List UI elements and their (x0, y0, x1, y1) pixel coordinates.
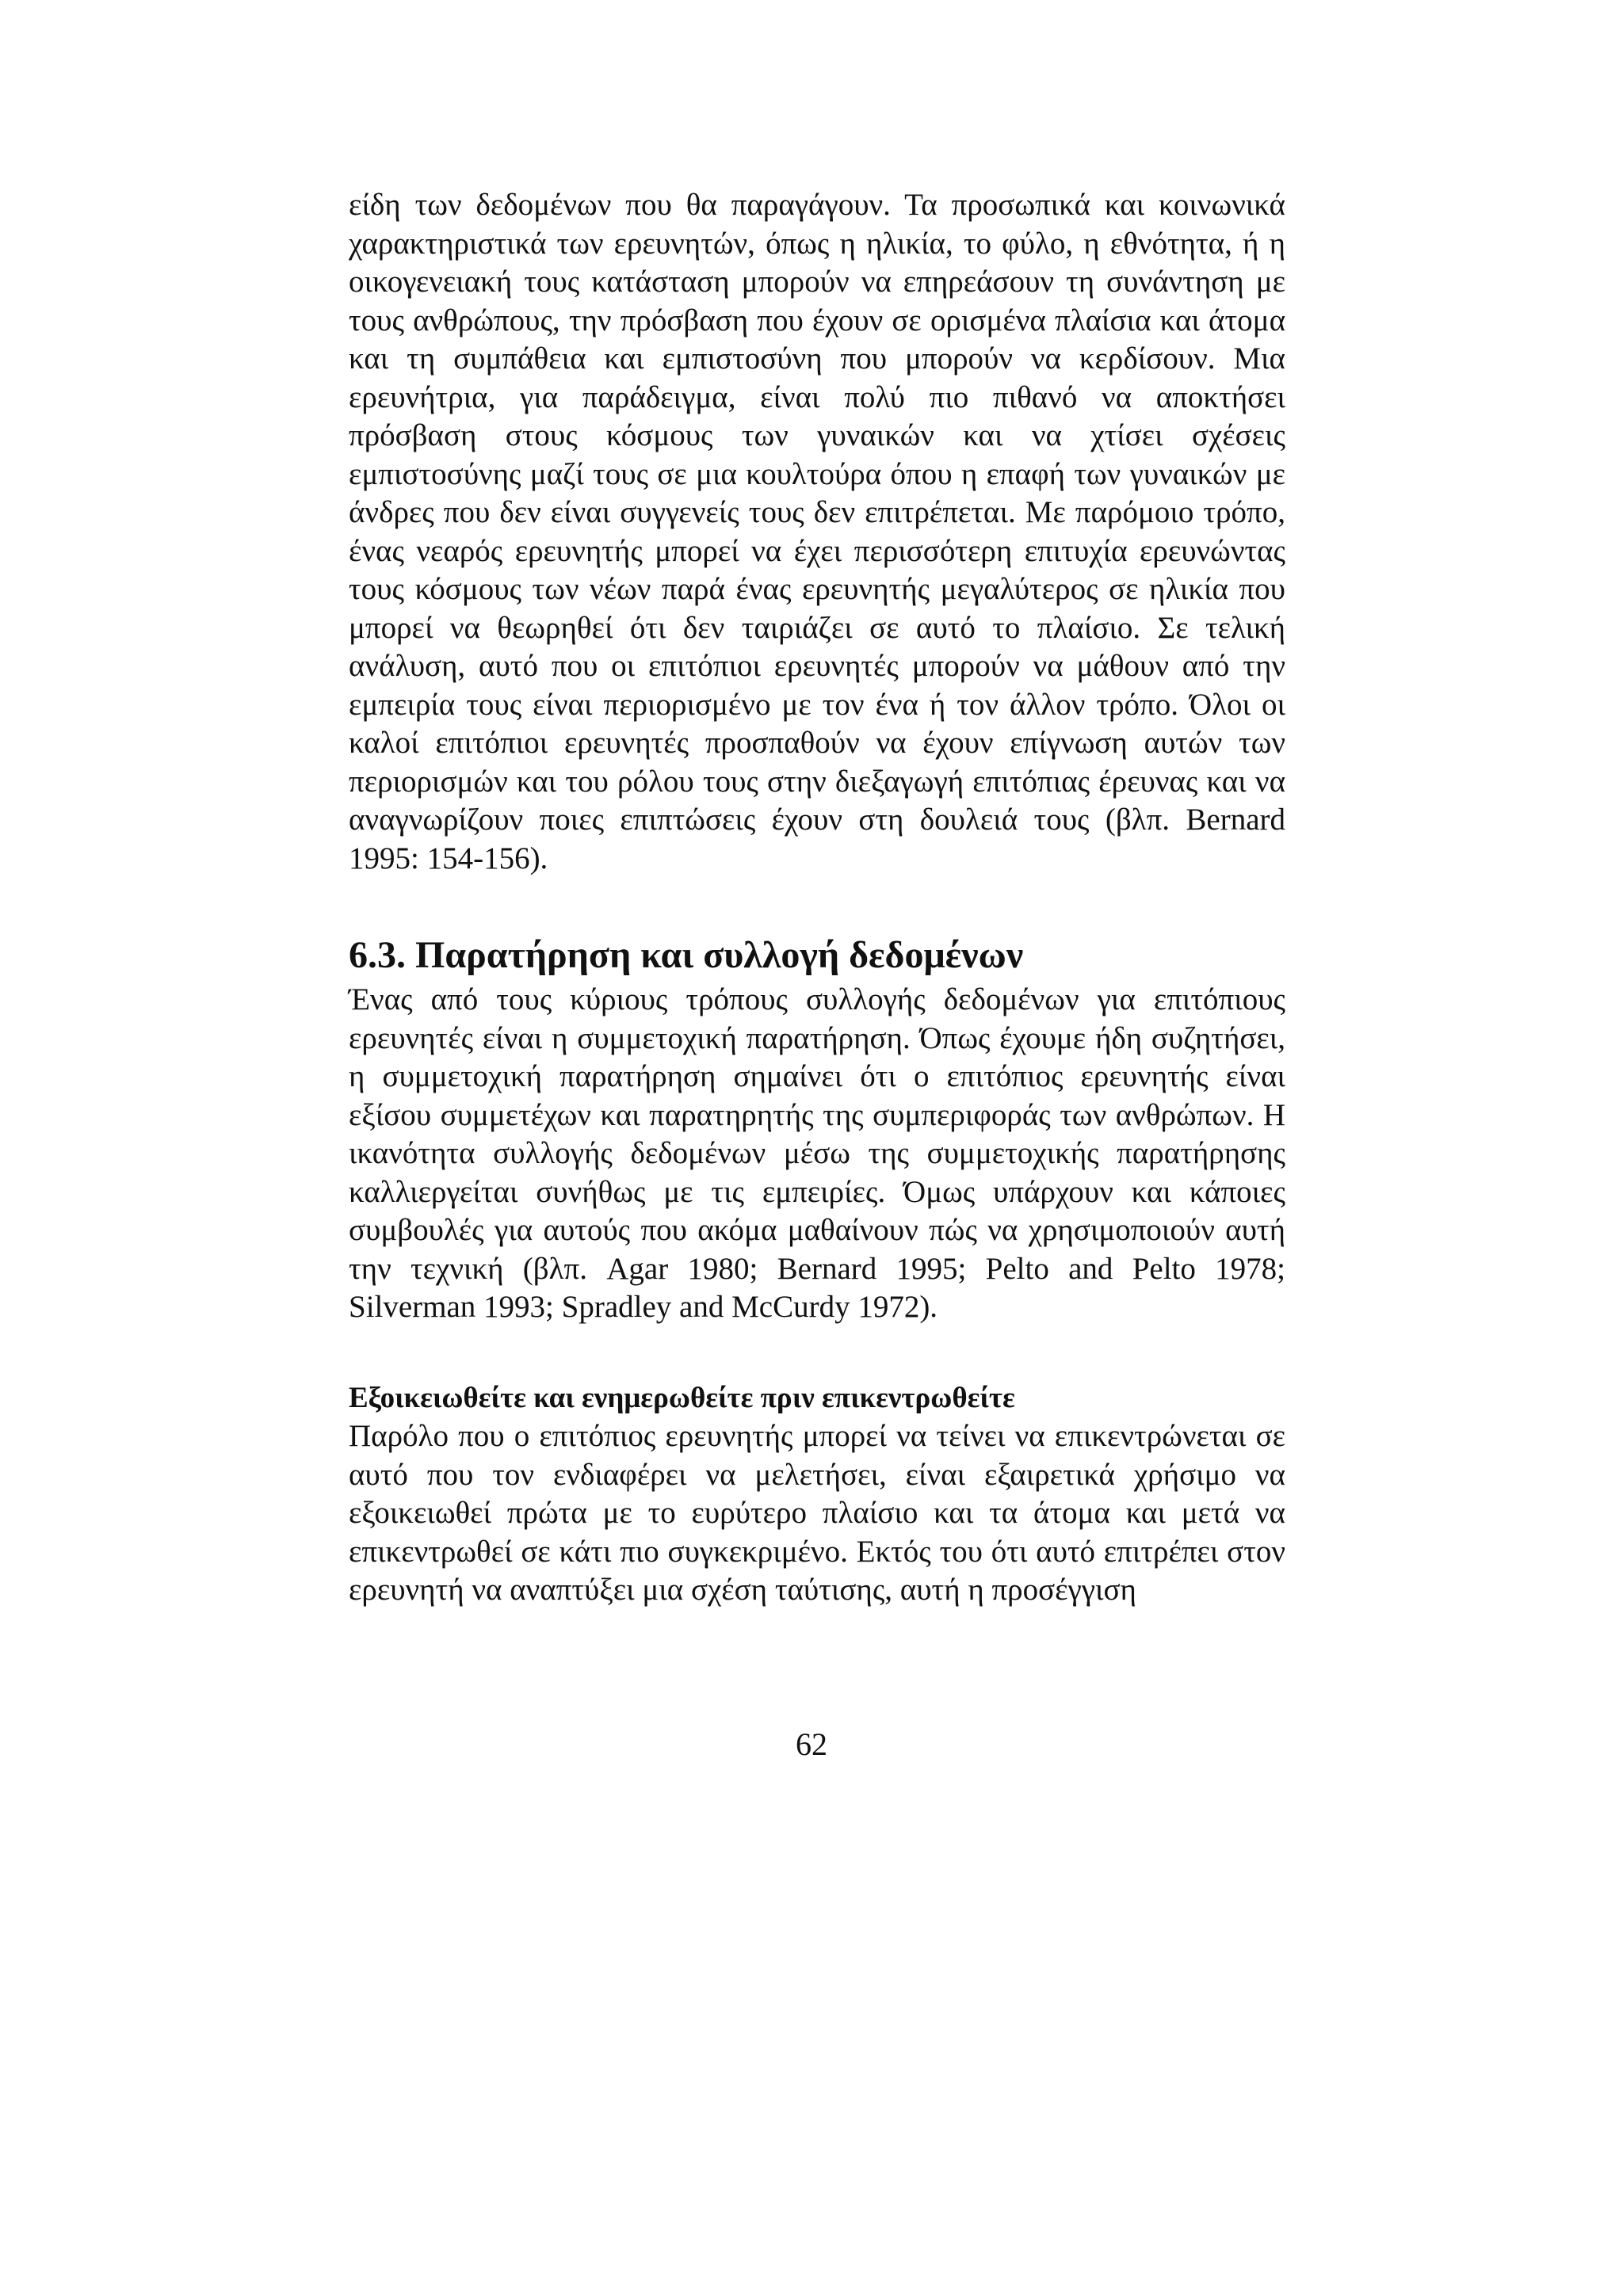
sub-heading: Εξοικειωθείτε και ενημερωθείτε πριν επικεντρωθείτε (349, 1381, 1015, 1414)
page-number: 62 (796, 1726, 827, 1762)
body-paragraph-2: Ένας από τους κύριους τρόπους συλλογής δεδομένων για επιτόπιους ερευνητές είναι η συμμετοχική παρατήρηση. Όπως έχουμε ήδη συζητήσει, η συμμετοχική παρατήρηση σημαίνει ότι ο επιτόπιος ερευνητής είναι εξίσου συμμετέχων και παρατηρητής της συμπεριφοράς των ανθρώπων. Η ικανότητα συλλογής δεδομένων μέσω της συμμετοχικής παρατήρησης καλλιεργείται συνήθως με τις εμπειρίες. Όμως υπάρχουν και κάποιες συμβουλές για αυτούς που ακόμα μαθαίνουν πώς να χρησιμοποιούν αυτή την τεχνική (βλπ. Agar 1980; Bernard 1995; Pelto and Pelto 1978; Silverman 1993; Spradley and McCurdy 1972). (349, 982, 1285, 1324)
body-paragraph-1: είδη των δεδομένων που θα παραγάγουν. Τα προσωπικά και κοινωνικά χαρακτηριστικά των ερευνητών, όπως η ηλικία, το φύλο, η εθνότητα, ή η οικογενειακή τους κατάσταση μπορούν να επηρεάσουν τη συνάντηση με τους ανθρώπους, την πρόσβαση που έχουν σε ορισμένα πλαίσια και άτομα και τη συμπάθεια και εμπιστοσύνη που μπορούν να κερδίσουν. Μια ερευνήτρια, για παράδειγμα, είναι πολύ πιο πιθανό να αποκτήσει πρόσβαση στους κόσμους των γυναικών και να χτίσει σχέσεις εμπιστοσύνης μαζί τους σε μια κουλτούρα όπου η επαφή των γυναικών με άνδρες που δεν είναι συγγενείς τους δεν επιτρέπεται. Με παρόμοιο τρόπο, ένας νεαρός ερευνητής μπορεί να έχει περισσότερη επιτυχία ερευνώντας τους κόσμους των νέων παρά ένας ερευνητής μεγαλύτερος σε ηλικία που μπορεί να θεωρηθεί ότι δεν ταιριάζει σε αυτό το πλαίσιο. Σε τελική ανάλυση, αυτό που οι επιτόπιοι ερευνητές μπορούν να μάθουν από την εμπειρία τους είναι περιορισμένο με τον ένα ή τον άλλον τρόπο. Όλοι οι καλοί επιτόπιοι ερευνητές προσπαθούν να έχουν επίγνωση αυτών των περιορισμών και του ρόλου τους στην διεξαγωγή επιτόπιας έρευνας και να αναγνωρίζουν ποιες επιπτώσεις έχουν στη δουλειά τους (βλπ. Bernard 1995: 154-156). (349, 188, 1285, 875)
section-heading: 6.3. Παρατήρηση και συλλογή δεδομένων (349, 934, 1024, 976)
body-paragraph-3: Παρόλο που ο επιτόπιος ερευνητής μπορεί να τείνει να επικεντρώνεται σε αυτό που τον ενδιαφέρει να μελετήσει, είναι εξαιρετικά χρήσιμο να εξοικειωθεί πρώτα με το ευρύτερο πλαίσιο και τα άτομα και μετά να επικεντρωθεί σε κάτι πιο συγκεκριμένο. Εκτός του ότι αυτό επιτρέπει στον ερευνητή να αναπτύξει μια σχέση ταύτισης, αυτή η προσέγγιση (349, 1419, 1285, 1607)
page-body (349, 186, 1285, 1610)
